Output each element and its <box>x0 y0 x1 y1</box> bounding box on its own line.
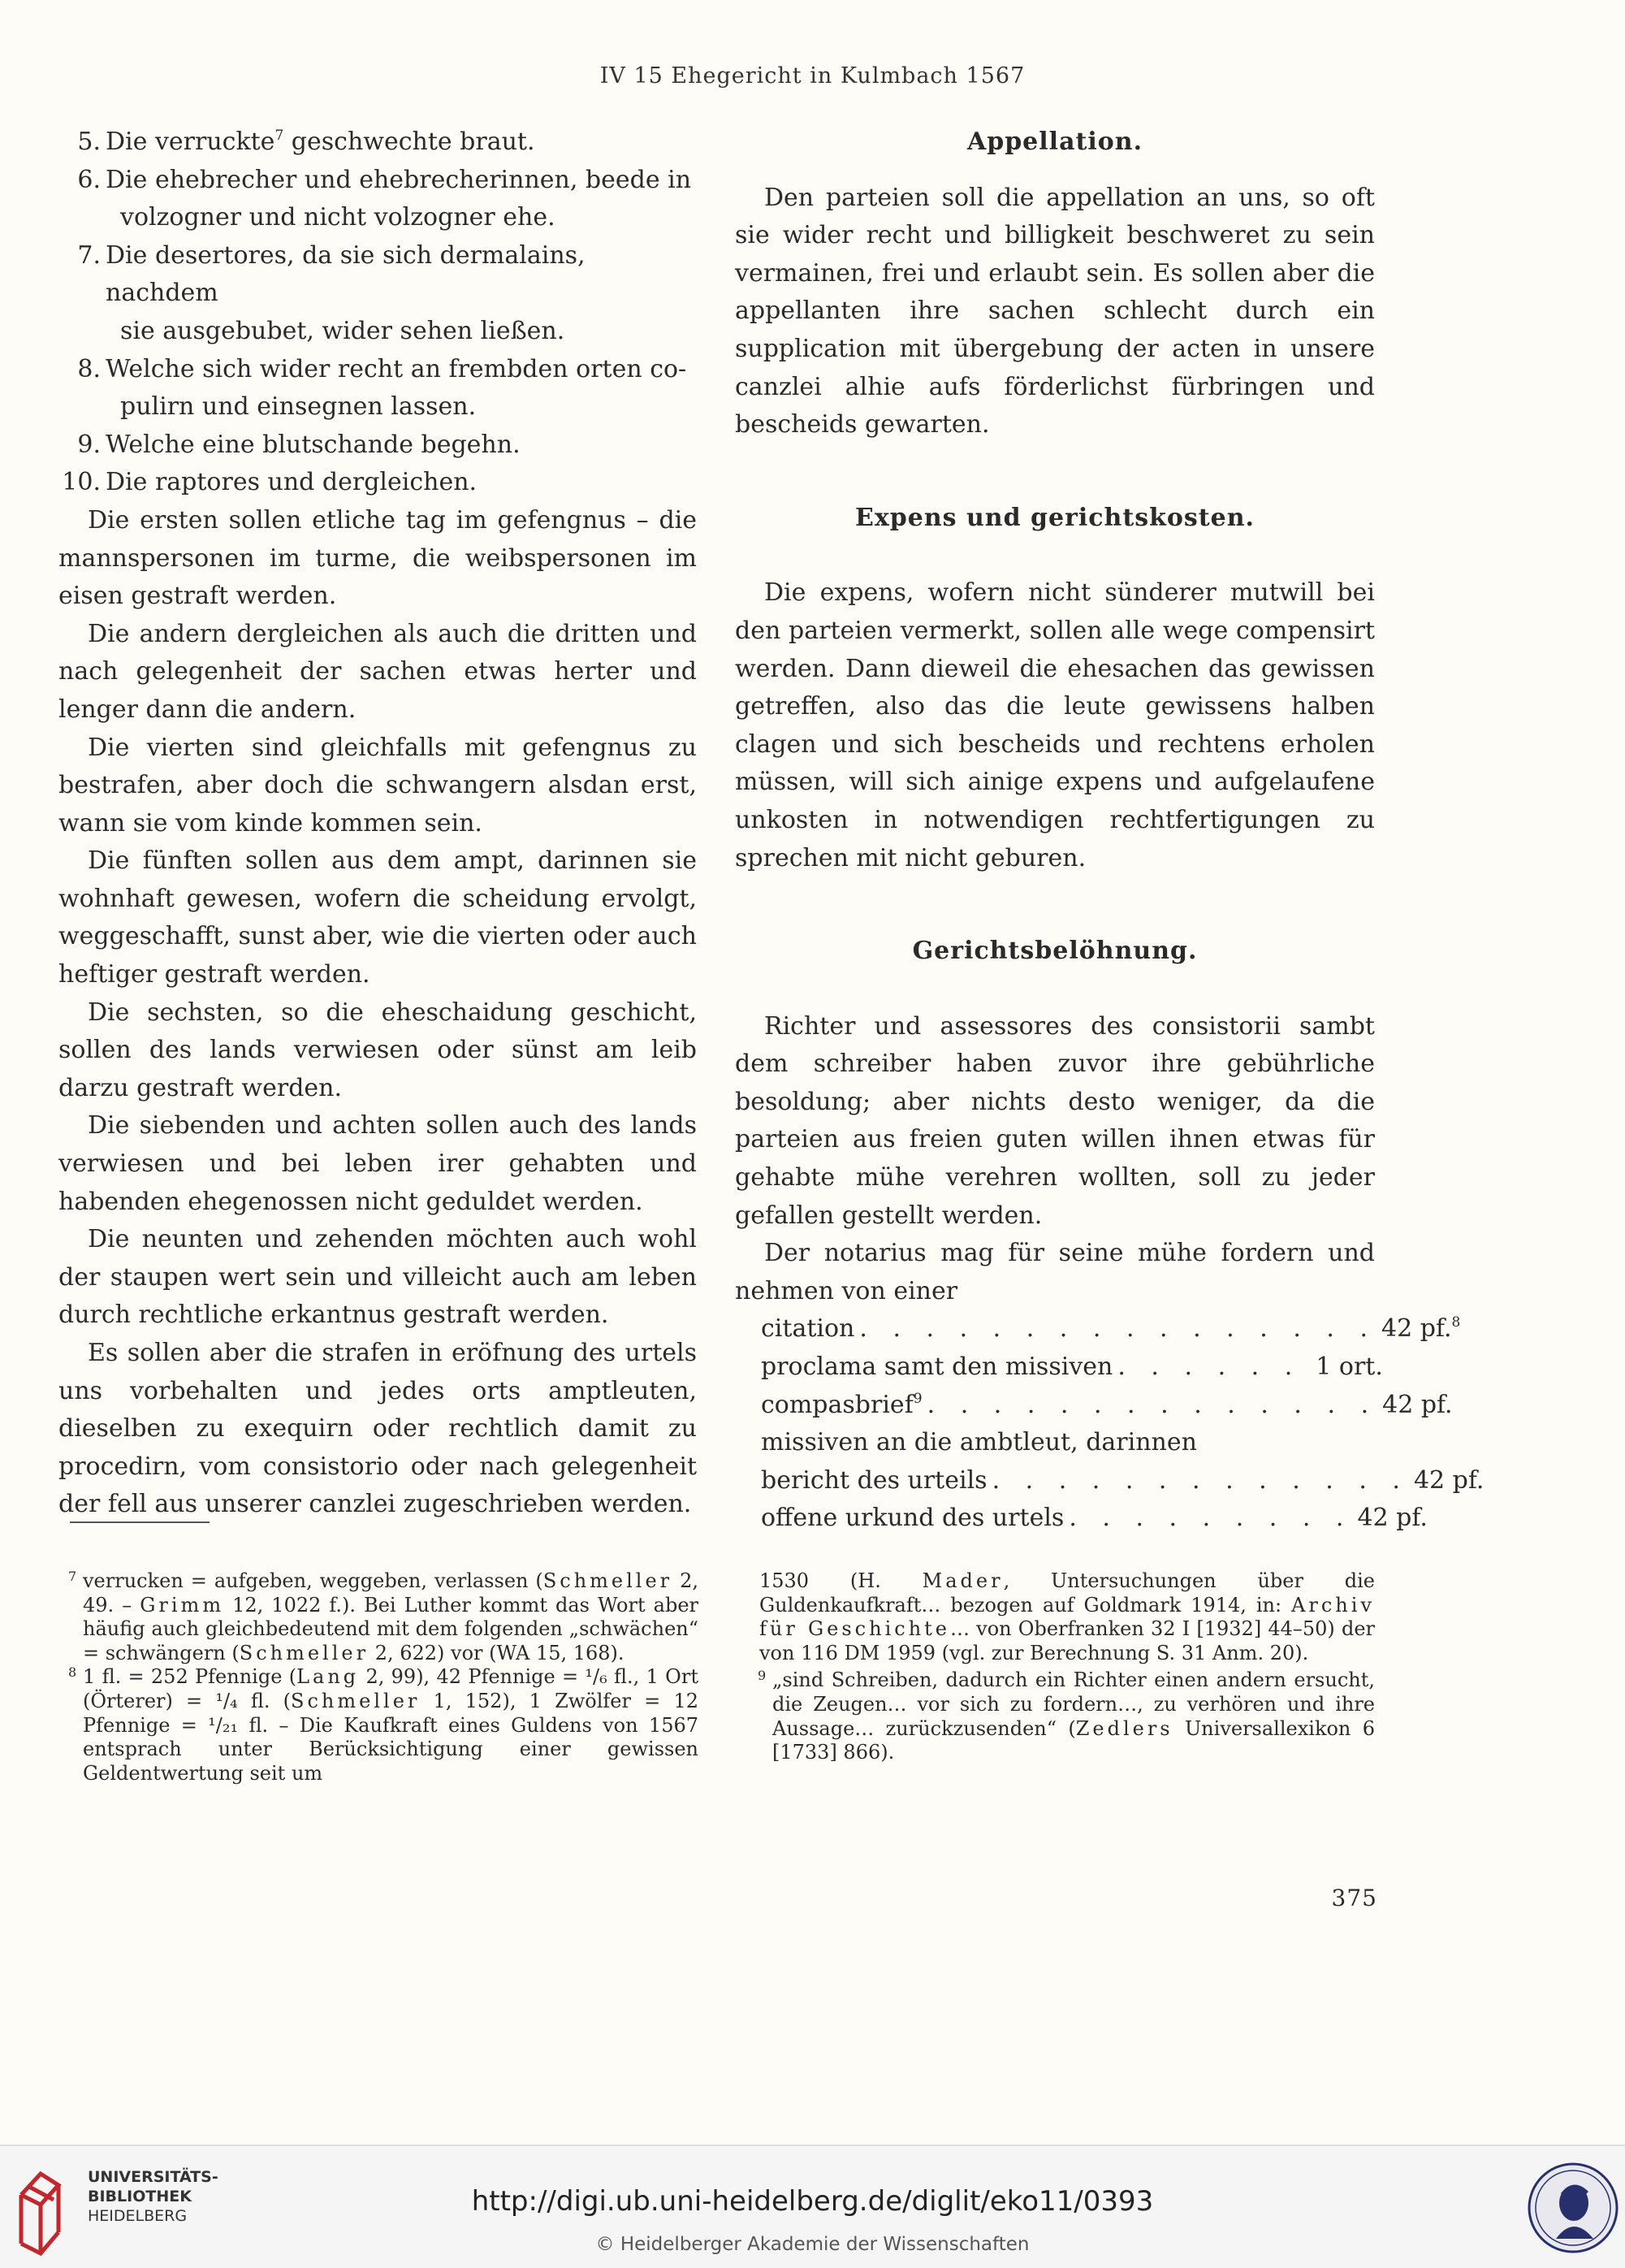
paragraph: Die vierten sind gleichfalls mit gefengnus zu bestrafen, aber doch die schwangern alsdan erst, wann sie vom kinde kommen sein. <box>58 733 697 838</box>
paragraph-belohnung: Richter und assessores des consistorii sambt dem schreiber haben zuvor ihre gebührliche besoldung; aber nichts desto weniger, da die parteien aus freien guten willen ihnen etwas für gehabte mühe verehren wollten, soll zu jeder gefallen gestellt werden. <box>735 1011 1375 1230</box>
fee-price: 42 pf.$^8$ <box>1381 1314 1461 1344</box>
paragraph: Die ersten sollen etliche tag im gefengnus – die mannspersonen im turme, die weibspersonen im eisen gestraft werden. <box>58 505 697 611</box>
list-number: 5. <box>77 128 101 156</box>
footnote-number: 7 <box>68 1569 77 1584</box>
fee-leader-dots: . . . . . . . . . . . . . <box>992 1465 1409 1495</box>
page-number: 375 <box>1331 1885 1377 1911</box>
list-number: 7. <box>77 240 101 270</box>
copyright: © Heidelberger Akademie der Wissenschaften <box>595 2234 1030 2255</box>
fee-row <box>761 1348 1383 1387</box>
footer-bar <box>0 2145 1625 2268</box>
list-text-cont: geschwechte braut. <box>283 128 535 156</box>
fee-leader-dots: . . . . . . . . . . . . . . . . <box>859 1314 1376 1344</box>
fee-item: proclama samt den missiven <box>761 1353 1113 1382</box>
footnote-ref-7[interactable]: 7 <box>274 128 284 144</box>
list-item-10 <box>58 464 697 502</box>
fee-item: missiven an die ambtleut, darinnen <box>761 1428 1197 1457</box>
fee-row <box>761 1500 1428 1538</box>
list-text: Die desertores, da sie sich dermalains, nachdem <box>106 240 586 308</box>
fee-price: 42 pf. <box>1382 1390 1453 1419</box>
footnote-ref-8[interactable]: 8 <box>1451 1314 1461 1331</box>
fee-item: compasbrief$^9$ <box>761 1390 923 1419</box>
list-item-8 <box>58 351 697 426</box>
paragraph: Die neunten und zehenden möchten auch wohl der staupen wert sein und villeicht auch am leben durch rechtliche erkantnus gestraft werden. <box>58 1225 697 1330</box>
list-item-9 <box>58 426 697 465</box>
fee-price: 42 pf. <box>1413 1465 1485 1495</box>
list-item-6 <box>58 162 697 237</box>
list-number: 6. <box>77 165 101 194</box>
fee-item: citation <box>761 1314 855 1344</box>
fee-price: 1 ort. <box>1316 1353 1383 1382</box>
paragraph: Die sechsten, so die eheschaidung geschicht, sollen des lands verwiesen oder sünst am leib darzu gestraft werden. <box>58 998 697 1102</box>
footnote-number: 8 <box>68 1664 77 1681</box>
paragraph: Die fünften sollen aus dem ampt, darinnen sie wohnhaft gewesen, wofern die scheidung ervolgt, weggeschafft, sunst aber, wie die vierten oder auch heftiger gestraft werden. <box>58 846 697 989</box>
list-text-cont: pulirn und einsegnen lassen. <box>120 392 477 422</box>
list-text: Welche eine blutschande begehn. <box>106 430 521 459</box>
footnote-8-continued: 1530 (H. Mader, Untersuchungen über die Guldenkaufkraft… bezogen auf Goldmark 1914, in: Archiv für Geschichte… von Oberfranken 32 I [1932] 44–50) der von 116 DM 1959 (vgl. zur Berechnung S. 31 Anm. 20). <box>759 1569 1375 1664</box>
library-name: UNIVERSITÄTS- BIBLIOTHEK HEIDELBERG <box>88 2168 218 2225</box>
list-text-cont: sie ausgebubet, wider sehen ließen. <box>120 316 565 345</box>
fee-item: bericht des urteils <box>761 1465 988 1495</box>
footnote-number: 9 <box>758 1668 767 1684</box>
fee-leader-dots: . . . . . . . . . <box>1069 1504 1353 1533</box>
list-text-cont: volzogner und nicht volzogner ehe. <box>120 203 555 232</box>
footnote-separator <box>70 1521 210 1523</box>
section-title-gerichtsbelohnung: Gerichtsbelöhnung. <box>912 937 1198 966</box>
permalink[interactable]: http://digi.ub.uni-heidelberg.de/diglit/eko11/0393 <box>471 2185 1154 2218</box>
left-column <box>58 123 697 1524</box>
academy-seal-icon <box>1525 2158 1621 2258</box>
list-number: 10. <box>62 468 101 497</box>
fee-price: 42 pf. <box>1357 1504 1428 1533</box>
section-title-expens: Expens und gerichtskosten. <box>855 503 1255 532</box>
fee-row <box>761 1424 1321 1462</box>
list-number: 8. <box>77 354 101 383</box>
footnotes-left <box>70 1569 698 1785</box>
section-title-appellation: Appellation. <box>966 128 1143 156</box>
paragraph: Die siebenden und achten sollen auch des lands verwiesen und bei leben irer gehabten und habenden ehegenossen nicht geduldet werden. <box>58 1111 697 1216</box>
fee-leader-dots: . . . . . . . . . . . . . . <box>927 1390 1378 1419</box>
paragraph: Es sollen aber die strafen in eröfnung des urtels uns vorbehalten und jedes orts amptleuten, dieselben zu exequirn oder rechtlich damit zu procedirn, vom consistorio oder nach gelegenheit der fell aus unserer canzlei zugeschrieben werden. <box>58 1339 697 1519</box>
paragraph: Die andern dergleichen als auch die dritten und nach gelegenheit der sachen etwas herter und lenger dann die andern. <box>58 619 697 724</box>
footnotes-right <box>759 1569 1375 1765</box>
fee-leader-dots: . . . . . . <box>1117 1353 1302 1382</box>
paragraph-notarius: Der notarius mag für seine mühe fordern und nehmen von einer <box>735 1239 1375 1305</box>
running-head: IV 15 Ehegericht in Kulmbach 1567 <box>599 63 1026 89</box>
fee-table <box>761 1310 1485 1538</box>
list-text: Die verruckte <box>106 128 275 156</box>
footnote-9: 9 „sind Schreiben, dadurch ein Richter einen andern ersucht, die Zeugen… vor sich zu fordern…, zu verhören und ihre Aussage… zurückzusenden“ (Zedlers Universallexikon 6 [1733] 866). <box>759 1669 1375 1764</box>
footnote-8: 8 1 fl. = 252 Pfennige (Lang 2, 99), 42 Pfennige = ¹/₆ fl., 1 Ort (Örterer) = ¹/₄ fl. (Schmeller 1, 152), 1 Zwölfer = 12 Pfennige = ¹/₂₁ fl. – Die Kaufkraft eines Guldens von 1567 entsprach unter Berücksichtigung einer gewissen Geldentwertung seit um <box>70 1665 698 1785</box>
footnote-7: 7 verrucken = aufgeben, weggeben, verlassen (Schmeller 2, 49. – Grimm 12, 1022 f.). Bei Luther kommt das Wort aber häufig auch gleichbedeutend mit dem folgenden „schwächen“ = schwängern (Schmeller 2, 622) vor (WA 15, 168). <box>70 1569 698 1665</box>
paragraph-expens: Die expens, wofern nicht sünderer mutwill bei den parteien vermerkt, sollen alle wege compensirt werden. Dann dieweil die ehesachen das gewissen getreffen, also das die leute gewissens halben clagen und sich bescheids und rechtens erholen müssen, will sich ainige expens und aufgelaufene unkosten in notwendigen rechtfertigungen zu sprechen mit nicht geburen. <box>735 578 1375 872</box>
fee-item: offene urkund des urtels <box>761 1504 1065 1533</box>
list-text: Die raptores und dergleichen. <box>106 468 478 497</box>
fee-row <box>761 1310 1461 1348</box>
list-item-7 <box>58 237 697 351</box>
right-column <box>735 123 1485 1538</box>
list-text: Die ehebrecher und ehebrecherinnen, beede in <box>106 165 692 194</box>
list-item-5 <box>58 123 697 162</box>
fee-row <box>761 1462 1485 1500</box>
paragraph-appellation: Den parteien soll die appellation an uns, so oft sie wider recht und billigkeit beschweret zu sein vermainen, frei und erlaubt sein. Es sollen aber die appellanten ihre sachen schlecht durch ein supplication mit übergebung der acten in unsere canzlei alhie aufs förderlichst fürbringen und bescheids gewarten. <box>735 183 1375 439</box>
fee-row <box>761 1387 1453 1425</box>
list-number: 9. <box>77 430 101 459</box>
footnote-ref-9[interactable]: 9 <box>913 1390 923 1407</box>
list-text: Welche sich wider recht an frembden orten co- <box>106 354 687 383</box>
